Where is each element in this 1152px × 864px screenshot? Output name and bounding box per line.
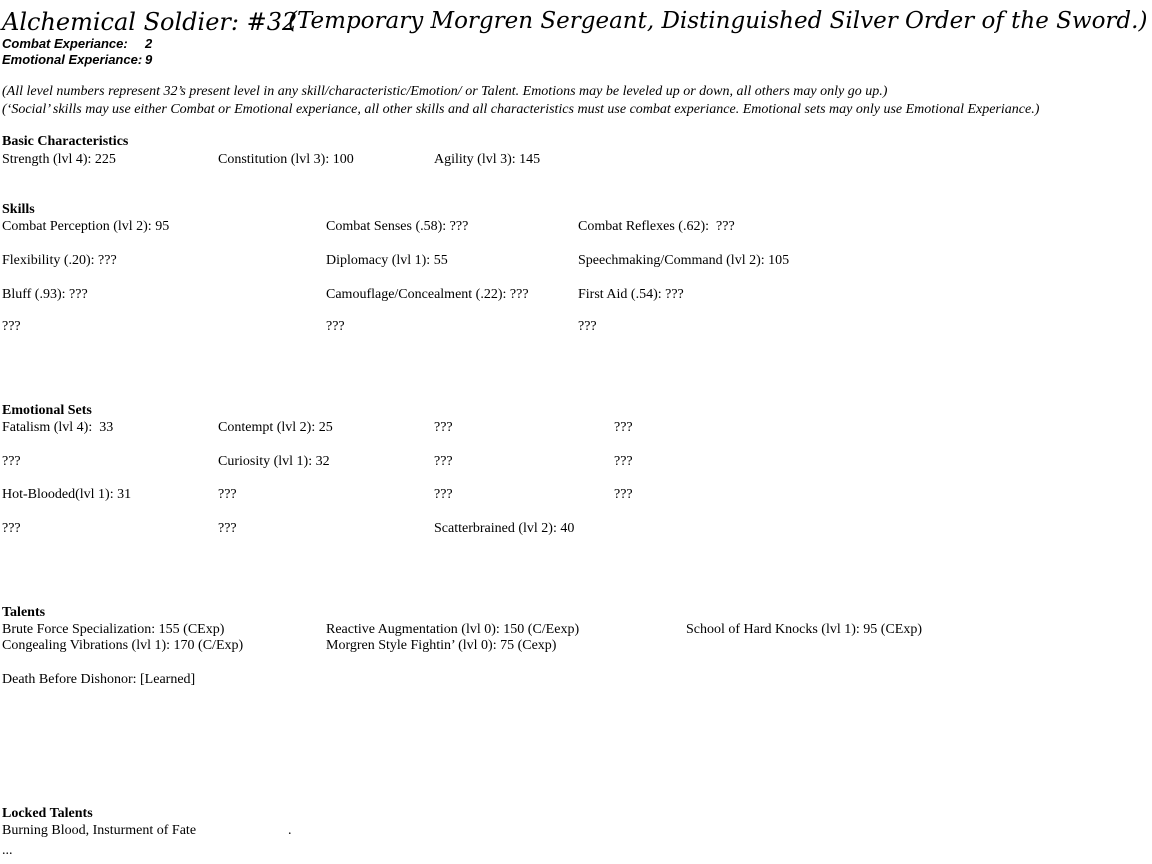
skill-cell: Flexibility (.20): ???: [2, 253, 117, 268]
talent-learned: Death Before Dishonor: [Learned]: [2, 672, 196, 687]
skill-cell: Camouflage/Concealment (.22): ???: [326, 287, 529, 302]
emotion-cell: Fatalism (lvl 4): 33: [2, 420, 114, 435]
skill-cell: ???: [578, 319, 597, 334]
emotion-cell: ???: [2, 521, 21, 536]
emotion-cell: ???: [434, 454, 453, 469]
emotion-cell: ???: [2, 454, 21, 469]
skill-cell: ???: [326, 319, 345, 334]
section-heading: Emotional Sets: [2, 403, 92, 418]
emotional-sets-row: [2, 454, 1150, 472]
skill-cell: Speechmaking/Command (lvl 2): 105: [578, 253, 790, 268]
combat-exp-value: 2: [145, 36, 153, 51]
emotion-cell: ???: [614, 454, 633, 469]
stat-constitution: Constitution (lvl 3): 100: [218, 152, 354, 167]
emotion-cell: Contempt (lvl 2): 25: [218, 420, 333, 435]
stray-period: .: [288, 823, 292, 838]
emotion-cell: Scatterbrained (lvl 2): 40: [434, 521, 575, 536]
skill-cell: Bluff (.93): ???: [2, 287, 88, 302]
emotional-sets-row: [2, 420, 1150, 438]
note-text-2: (‘Social’ skills may use either Combat or Emotional experiance, all other skills and all characteristics must use combat experiance. Emotional sets may only use Emotional Experiance.): [2, 102, 1040, 117]
note-text-1: (All level numbers represent 32’s present level in any skill/characteristic/Emotion/ or Talent. Emotions may be leveled up or down, all others may only go up.): [2, 84, 888, 99]
emotional-sets-row: [2, 521, 1150, 539]
skill-cell: Combat Perception (lvl 2): 95: [2, 219, 170, 234]
emotion-cell: ???: [614, 487, 633, 502]
skill-cell: ???: [2, 319, 21, 334]
basic-characteristics-heading: [2, 134, 1150, 152]
combat-exp-label: Combat Experiance:: [2, 36, 128, 51]
skills-row: [2, 253, 1150, 271]
skills-row: [2, 219, 1150, 237]
talents-row: [2, 638, 1150, 656]
locked-talents-row: [2, 823, 1150, 841]
talent-cell: Morgren Style Fightin’ (lvl 0): 75 (Cexp): [326, 638, 557, 653]
emotional-exp-value: 9: [145, 52, 153, 67]
talent-cell: Brute Force Specialization: 155 (CExp): [2, 622, 225, 637]
skills-row: [2, 319, 1150, 337]
note-line-2: [2, 102, 1150, 120]
emotional-sets-heading: [2, 403, 1150, 421]
stat-strength: Strength (lvl 4): 225: [2, 152, 116, 167]
note-line-1: [2, 84, 1150, 102]
page-subtitle: (Temporary Morgren Sergeant, Distinguished Silver Order of the Sword.): [288, 8, 1148, 34]
skill-cell: Combat Reflexes (.62): ???: [578, 219, 735, 234]
ellipsis-line: [2, 843, 1150, 861]
emotion-cell: ???: [218, 487, 237, 502]
talent-cell: Congealing Vibrations (lvl 1): 170 (C/Exp): [2, 638, 244, 653]
skills-row: [2, 287, 1150, 305]
talent-cell: School of Hard Knocks (lvl 1): 95 (CExp): [686, 622, 923, 637]
emotion-cell: ???: [614, 420, 633, 435]
skill-cell: Combat Senses (.58): ???: [326, 219, 469, 234]
ellipsis-text: ...: [2, 843, 13, 858]
section-heading: Locked Talents: [2, 806, 93, 821]
emotional-exp-line: [2, 52, 1150, 70]
section-heading: Skills: [2, 202, 35, 217]
skill-cell: First Aid (.54): ???: [578, 287, 684, 302]
basic-characteristics-row: [2, 152, 1150, 170]
talents-heading: [2, 605, 1150, 623]
section-heading: Basic Characteristics: [2, 134, 129, 149]
emotion-cell: Curiosity (lvl 1): 32: [218, 454, 330, 469]
emotion-cell: ???: [434, 420, 453, 435]
emotional-exp-label: Emotional Experiance:: [2, 52, 143, 67]
skills-heading: [2, 202, 1150, 220]
talent-cell: Reactive Augmentation (lvl 0): 150 (C/Eexp): [326, 622, 580, 637]
locked-talent-names: Burning Blood, Insturment of Fate: [2, 823, 197, 838]
skill-cell: Diplomacy (lvl 1): 55: [326, 253, 448, 268]
emotion-cell: ???: [218, 521, 237, 536]
talents-learned-line: [2, 672, 1150, 690]
emotion-cell: ???: [434, 487, 453, 502]
emotion-cell: Hot-Blooded(lvl 1): 31: [2, 487, 132, 502]
stat-agility: Agility (lvl 3): 145: [434, 152, 541, 167]
locked-talents-heading: [2, 806, 1150, 824]
emotional-sets-row: [2, 487, 1150, 505]
section-heading: Talents: [2, 605, 46, 620]
page-title: Alchemical Soldier: #32: [2, 8, 298, 36]
